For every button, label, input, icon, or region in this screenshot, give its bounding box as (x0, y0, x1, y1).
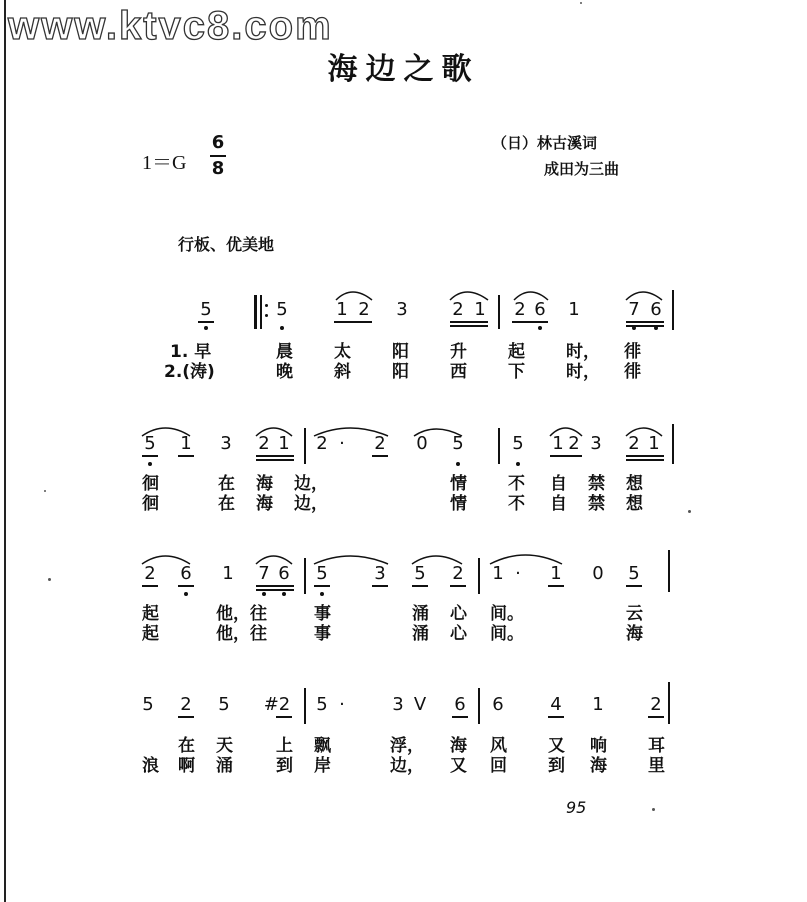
lyric: 起 (508, 342, 525, 362)
lyric: 到 (276, 756, 293, 776)
low-octave-dot (516, 462, 520, 466)
lyric: 1. 早 (170, 342, 212, 362)
scan-speck (48, 578, 51, 581)
underline (450, 585, 466, 587)
note: 1 (552, 433, 564, 454)
underline (334, 321, 372, 323)
note: 2 (514, 299, 526, 320)
underline (450, 325, 488, 327)
note: 5 (316, 563, 328, 584)
lyric: 他，往 (216, 604, 267, 624)
underline (178, 455, 194, 457)
note: 5 (218, 694, 230, 715)
lyric: 下 (508, 362, 525, 382)
lyric: 又 (548, 736, 565, 756)
lyric: 浮， (390, 736, 424, 756)
note: 1 (550, 563, 562, 584)
low-octave-dot (280, 326, 284, 330)
repeat-dot (265, 314, 268, 317)
lyric: 到 (548, 756, 565, 776)
underline (626, 459, 664, 461)
lyric: 升 (450, 342, 467, 362)
lyric: 边， (294, 494, 328, 514)
lyric: 回 (490, 756, 507, 776)
underline (512, 321, 548, 323)
lyric: 在 (178, 736, 195, 756)
underline (372, 585, 388, 587)
lyric: 心 (450, 624, 467, 644)
lyric: 晨 (276, 342, 293, 362)
lyric: 涌 (216, 756, 233, 776)
low-octave-dot (632, 326, 636, 330)
note: 5 (628, 563, 640, 584)
lyric: 自 (550, 474, 567, 494)
lyric: 响 (590, 736, 607, 756)
lyric: 间。 (490, 624, 524, 644)
lyric: 耳 (648, 736, 665, 756)
lyric: 徘 (624, 362, 641, 382)
bar-line (498, 428, 500, 464)
lyric: 风 (490, 736, 507, 756)
lyric: 间。 (490, 604, 524, 624)
note: 7 (258, 563, 270, 584)
underline (256, 585, 294, 587)
lyric: 边， (294, 474, 328, 494)
low-octave-dot (538, 326, 542, 330)
underline (256, 455, 294, 457)
lyric: 他，往 (216, 624, 267, 644)
note: 6 (650, 299, 662, 320)
lyric: 斜 (334, 362, 351, 382)
dot-symbol: · (515, 563, 521, 584)
lyric: 里 (648, 756, 665, 776)
note: 3 (392, 694, 404, 715)
note: 5 (414, 563, 426, 584)
lyric: 时， (566, 342, 600, 362)
lyric: 涌 (412, 624, 429, 644)
note: 1 (592, 694, 604, 715)
watermark: www.ktvc8.com (8, 4, 333, 48)
lyric: 海 (256, 494, 273, 514)
lyric: 西 (450, 362, 467, 382)
underline (372, 455, 388, 457)
lyric: 太 (334, 342, 351, 362)
lyric: 事 (314, 604, 331, 624)
lyric: 情 (450, 494, 467, 514)
note: 5 (142, 694, 154, 715)
lyric: 云 (626, 604, 643, 624)
bar-line (478, 558, 480, 594)
note: 5 (316, 694, 328, 715)
note: 2 (452, 299, 464, 320)
underline (452, 716, 468, 718)
lyric: 上 (276, 736, 293, 756)
lyric: 海 (256, 474, 273, 494)
lyric: 晚 (276, 362, 293, 382)
bar-line (672, 424, 674, 464)
underline (198, 321, 214, 323)
note: 6 (454, 694, 466, 715)
scan-speck (580, 2, 582, 4)
lyric: 禁 (588, 494, 605, 514)
bar-line (478, 688, 480, 724)
lyric: 徊 (142, 474, 159, 494)
bar-line (668, 682, 670, 724)
note: 1 (474, 299, 486, 320)
key-signature: 1＝G (142, 152, 187, 174)
scan-speck (44, 490, 46, 492)
repeat-thin-bar (260, 295, 262, 329)
note: 5 (200, 299, 212, 320)
lyric: 在 (218, 494, 235, 514)
note: 7 (628, 299, 640, 320)
underline (626, 585, 642, 587)
lyric: 想 (626, 474, 643, 494)
note: 2 (452, 563, 464, 584)
low-octave-dot (282, 592, 286, 596)
sharp-note: #2 (263, 694, 291, 715)
bar-line (498, 295, 500, 329)
note: 2 (650, 694, 662, 715)
lyricist-credit: （日）林古溪词 (492, 134, 598, 152)
time-denominator: 8 (211, 158, 225, 179)
low-octave-dot (320, 592, 324, 596)
note: 2 (144, 563, 156, 584)
note: 5 (512, 433, 524, 454)
underline (256, 459, 294, 461)
page-number: 95 (566, 798, 587, 817)
lyric: 天 (216, 736, 233, 756)
note: 3 (396, 299, 408, 320)
repeat-dot (265, 304, 268, 307)
note: 2 (628, 433, 640, 454)
underline (412, 585, 428, 587)
underline (178, 716, 194, 718)
lyric: 禁 (588, 474, 605, 494)
note: 1 (648, 433, 660, 454)
lyric: 啊 (178, 756, 195, 776)
lyric: 浪 (142, 756, 159, 776)
scan-speck (652, 808, 655, 811)
note: 5 (276, 299, 288, 320)
bar-line (668, 550, 670, 592)
lyric: 徊 (142, 494, 159, 514)
note: 2 (374, 433, 386, 454)
lyric: 在 (218, 474, 235, 494)
lyric: 事 (314, 624, 331, 644)
note: 3 (374, 563, 386, 584)
underline (548, 585, 564, 587)
repeat-thick-bar (254, 295, 257, 329)
note: 1 (278, 433, 290, 454)
note: 2 (180, 694, 192, 715)
underline (142, 455, 158, 457)
note: 2 (358, 299, 370, 320)
underline (256, 589, 294, 591)
note: 4 (550, 694, 562, 715)
low-octave-dot (654, 326, 658, 330)
lyric: 不 (508, 494, 525, 514)
underline (550, 455, 582, 457)
note: 2 (316, 433, 328, 454)
underline (548, 716, 564, 718)
underline (314, 585, 330, 587)
note: 6 (534, 299, 546, 320)
note: 2 (568, 433, 580, 454)
time-numerator: 6 (211, 132, 225, 153)
underline (178, 585, 194, 587)
breath-mark: V (413, 694, 427, 715)
underline (648, 716, 664, 718)
note: 5 (452, 433, 464, 454)
bar-line (304, 558, 306, 594)
note: 3 (220, 433, 232, 454)
dot-symbol: · (339, 433, 345, 454)
underline (276, 716, 292, 718)
note: 6 (492, 694, 504, 715)
low-octave-dot (184, 592, 188, 596)
composer-credit: 成田为三曲 (544, 160, 620, 178)
lyric: 徘 (624, 342, 641, 362)
bar-line (304, 688, 306, 724)
lyric: 又 (450, 756, 467, 776)
lyric: 海 (590, 756, 607, 776)
low-octave-dot (456, 462, 460, 466)
note: 6 (278, 563, 290, 584)
lyric: 海 (450, 736, 467, 756)
lyric: 起 (142, 624, 159, 644)
underline (626, 455, 664, 457)
low-octave-dot (204, 326, 208, 330)
note: 1 (336, 299, 348, 320)
note: 6 (180, 563, 192, 584)
note: 1 (492, 563, 504, 584)
bar-line (304, 428, 306, 464)
note: 2 (258, 433, 270, 454)
lyric: 飘 (314, 736, 331, 756)
underline (450, 321, 488, 323)
lyric: 海 (626, 624, 643, 644)
lyric: 不 (508, 474, 525, 494)
lyric: 自 (550, 494, 567, 514)
note: 1 (222, 563, 234, 584)
underline (626, 321, 664, 323)
lyric: 心 (450, 604, 467, 624)
lyric: 想 (626, 494, 643, 514)
lyric: 情 (450, 474, 467, 494)
lyric: 边， (390, 756, 424, 776)
lyric: 涌 (412, 604, 429, 624)
lyric: 起 (142, 604, 159, 624)
note: 1 (180, 433, 192, 454)
dot-symbol: · (339, 694, 345, 715)
bar-line (672, 290, 674, 330)
lyric: 阳 (392, 362, 409, 382)
lyric: 时， (566, 362, 600, 382)
note: 0 (592, 563, 604, 584)
underline (142, 585, 158, 587)
note: 0 (416, 433, 428, 454)
note: 5 (144, 433, 156, 454)
note: 3 (590, 433, 602, 454)
note: 1 (568, 299, 580, 320)
tempo-marking: 行板、优美地 (178, 235, 275, 254)
lyric: 阳 (392, 342, 409, 362)
lyric: 2.(涛) (164, 362, 215, 382)
low-octave-dot (148, 462, 152, 466)
low-octave-dot (262, 592, 266, 596)
song-title: 海边之歌 (327, 52, 480, 87)
scan-speck (688, 510, 691, 513)
lyric: 岸 (314, 756, 331, 776)
